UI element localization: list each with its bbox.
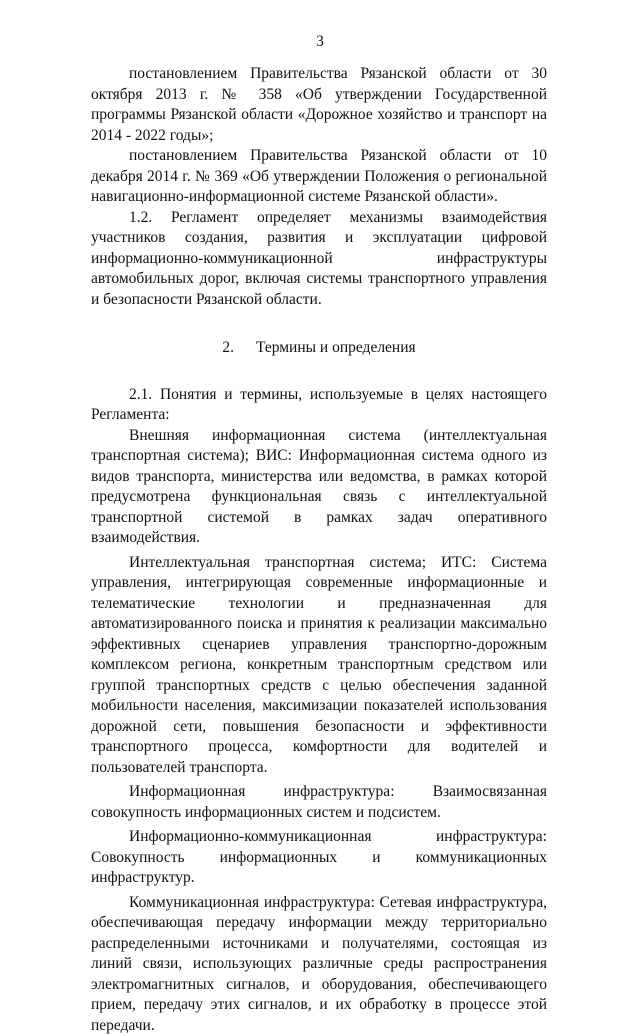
paragraph-decree-2013: постановлением Правительства Рязанской области от 30 октября 2013 г. № 358 «Об утверждении Государственной программы Рязанской области «Дорожное хозяйство и транспорт на 2014 - 2022 годы»; xyxy=(91,64,547,146)
section-title: Термины и определения xyxy=(256,339,416,356)
definition-ict-infrastructure: Информационно-коммуникационная инфраструктура: Совокупность информационных и коммуникационных инфраструктур. xyxy=(91,827,547,889)
section-number: 2. xyxy=(222,338,234,359)
paragraph-decree-2014: постановлением Правительства Рязанской области от 10 декабря 2014 г. № 369 «Об утверждении Положения о региональной навигационно-информационной системе Рязанской области». xyxy=(91,146,547,208)
document-body xyxy=(91,64,547,1036)
section-heading xyxy=(91,338,547,359)
definition-communication-infrastructure: Коммуникационная инфраструктура: Сетевая инфраструктура, обеспечивающая передачу информации между территориально распределенными источниками и получателями, состоящая из линий связи, использующих различные среды распространения электромагнитных сигналов, и оборудования, обеспечивающего прием, передачу этих сигналов, и их обработку в процессе этой передачи. xyxy=(91,893,547,1036)
page-number: 3 xyxy=(0,33,640,51)
paragraph-2-1: 2.1. Понятия и термины, используемые в целях настоящего Регламента: xyxy=(91,385,547,426)
definition-information-infrastructure: Информационная инфраструктура: Взаимосвязанная совокупность информационных систем и подсистем. xyxy=(91,782,547,823)
paragraph-1-2: 1.2. Регламент определяет механизмы взаимодействия участников создания, развития и эксплуатации цифровой информационно-коммуникационной инфраструктуры автомобильных дорог, включая системы транспортного управления и безопасности Рязанской области. xyxy=(91,208,547,311)
definition-its: Интеллектуальная транспортная система; ИТС: Система управления, интегрирующая современные информационные и телематические технологии и предназначенная для автоматизированного поиска и принятия к реализации максимально эффективных сценариев управления транспортно-дорожным комплексом региона, конкретным транспортным средством или группой транспортных средств с целью обеспечения заданной мобильности населения, максимизации показателей использования дорожной сети, повышения безопасности и эффективности транспортного процесса, комфортности для водителей и пользователей транспорта. xyxy=(91,553,547,779)
definition-vis: Внешняя информационная система (интеллектуальная транспортная система); ВИС: Информационная система одного из видов транспорта, министерства или ведомства, в рамках которой предусмотрена функциональная связь с интеллектуальной транспортной системой в рамках задач оперативного взаимодействия. xyxy=(91,426,547,549)
